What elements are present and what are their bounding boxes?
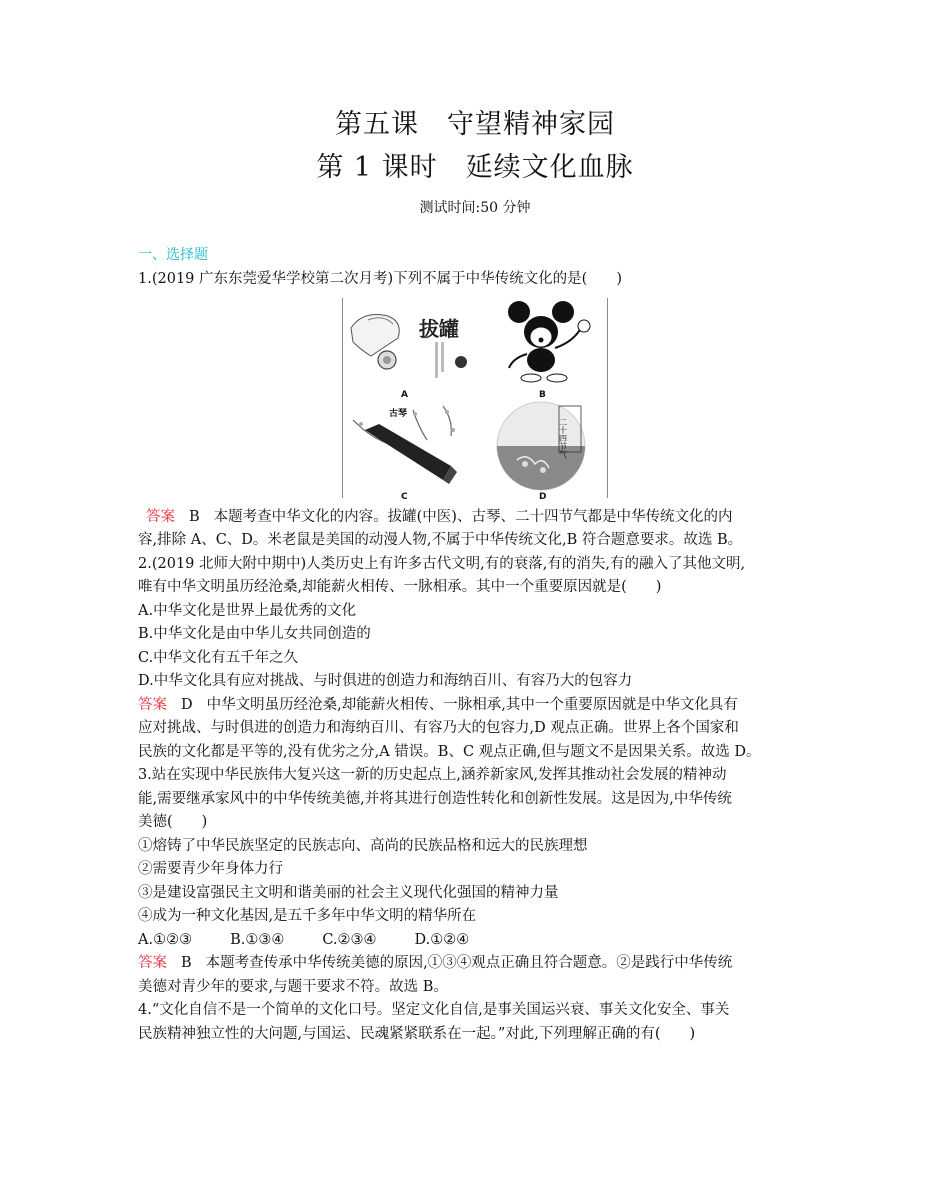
q1-answer-cont: 容,排除 A、C、D。米老鼠是美国的动漫人物,不属于中华传统文化,B 符合题意要求。故选 B。 bbox=[138, 532, 743, 548]
q2-option-d: D.中华文化具有应对挑战、与时俱进的创造力和海纳百川、有容乃大的包容力 bbox=[138, 673, 633, 689]
test-time: 测试时间:50 分钟 bbox=[419, 200, 531, 216]
q2-answer-cont: 应对挑战、与时俱进的创造力和海纳百川、有容乃大的包容力,D 观点正确。世界上各个国家和 bbox=[138, 720, 739, 736]
q3-item-3: ③是建设富强民主文明和谐美丽的社会主义现代化强国的精神力量 bbox=[138, 884, 559, 901]
answer-letter: D bbox=[181, 696, 193, 713]
period-title bbox=[0, 145, 950, 184]
period-number: 第 1 课时 bbox=[316, 152, 438, 183]
lesson-number: 第五课 bbox=[335, 109, 419, 140]
q2-option-b: B.中华文化是由中华儿女共同创造的 bbox=[138, 626, 371, 642]
q3-stem: 3.站在实现中华民族伟大复兴这一新的历史起点上,涵养新家风,发挥其推动社会发展的精神动 bbox=[138, 767, 727, 783]
q3-stem-cont: 能,需要继承家风中的中华传统美德,并将其进行创造性转化和创新性发展。这是因为,中华传统 bbox=[138, 790, 732, 807]
q4-stem-cont: 民族精神独立性的大问题,与国运、民魂紧紧联系在一起。”对此,下列理解正确的有( ) bbox=[138, 1025, 696, 1042]
answer-text: 本题考查传承中华传统美德的原因,①③④观点正确且符合题意。②是践行中华传统 bbox=[205, 955, 733, 971]
figure-c-caption: C bbox=[401, 491, 408, 502]
q1-answer bbox=[138, 506, 818, 530]
answer-text: 本题考查中华文化的内容。拔罐(中医)、古琴、二十四节气都是中华传统文化的内 bbox=[213, 508, 733, 525]
answer-letter: B bbox=[181, 955, 192, 971]
figure-d-caption: D bbox=[539, 491, 547, 502]
q2-answer-cont: 民族的文化都是平等的,没有优劣之分,A 错误。B、C 观点正确,但与题文不是因果关系。故选 D。 bbox=[138, 743, 761, 760]
q1-stem: 1.(2019 广东东莞爱华学校第二次月考)下列不属于中华传统文化的是( ) bbox=[138, 271, 622, 287]
choice-c: C.②③④ bbox=[322, 931, 377, 948]
q2-option-c: C.中华文化有五千年之久 bbox=[138, 649, 299, 666]
choice-d: D.①②④ bbox=[414, 931, 470, 948]
figure-c-guqin bbox=[343, 400, 473, 502]
questions bbox=[138, 268, 818, 1046]
answer-label: 答案 bbox=[138, 955, 167, 971]
q3-stem-cont: 美德( ) bbox=[138, 814, 208, 830]
q3-item-2: ②需要青少年身体力行 bbox=[138, 861, 283, 877]
answer-letter: B bbox=[189, 508, 200, 525]
period-name: 延续文化血脉 bbox=[465, 152, 634, 183]
q3-answer bbox=[138, 952, 818, 976]
q3-item-1: ①熔铸了中华民族坚定的民族志向、高尚的民族品格和远大的民族理想 bbox=[138, 837, 588, 854]
answer-text: 中华文明虽历经沧桑,却能薪火相传、一脉相承,其中一个重要原因就是中华文化具有 bbox=[206, 696, 738, 713]
figure-a-text: 拔罐 bbox=[419, 316, 459, 341]
q2-answer bbox=[138, 694, 818, 718]
choice-b: B.①③④ bbox=[230, 931, 285, 948]
figure-b-caption: B bbox=[539, 389, 546, 400]
choice-a: A.①②③ bbox=[138, 931, 193, 948]
figure-a-cupping bbox=[343, 298, 473, 400]
answer-label: 答案 bbox=[146, 508, 175, 525]
q3-choices bbox=[138, 929, 818, 953]
figure-a-caption: A bbox=[401, 389, 408, 400]
q2-stem: 2.(2019 北师大附中期中)人类历史上有许多古代文明,有的衰落,有的消失,有的融入了其他文明, bbox=[138, 555, 746, 572]
figure-d-text: 二十四节气 bbox=[558, 417, 568, 458]
lesson-title bbox=[0, 102, 950, 141]
lesson-name: 守望精神家园 bbox=[447, 109, 615, 140]
q1-figure bbox=[342, 298, 608, 502]
q3-item-4: ④成为一种文化基因,是五千多年中华文明的精华所在 bbox=[138, 908, 477, 924]
section-heading: 一、选择题 bbox=[138, 247, 208, 263]
answer-label: 答案 bbox=[138, 696, 167, 713]
q3-answer-cont: 美德对青少年的要求,与题干要求不符。故选 B。 bbox=[138, 978, 448, 995]
figure-c-text: 古琴 bbox=[389, 408, 408, 419]
figure-d-solar-terms bbox=[477, 400, 607, 502]
q2-stem-cont: 唯有中华文明虽历经沧桑,却能薪火相传、一脉相承。其中一个重要原因就是( ) bbox=[138, 579, 662, 595]
q4-stem: 4.“文化自信不是一个简单的文化口号。坚定文化自信,是事关国运兴衰、事关文化安全、事关 bbox=[138, 1002, 730, 1018]
q2-option-a: A.中华文化是世界上最优秀的文化 bbox=[138, 602, 357, 619]
figure-b-cartoon bbox=[477, 298, 607, 400]
